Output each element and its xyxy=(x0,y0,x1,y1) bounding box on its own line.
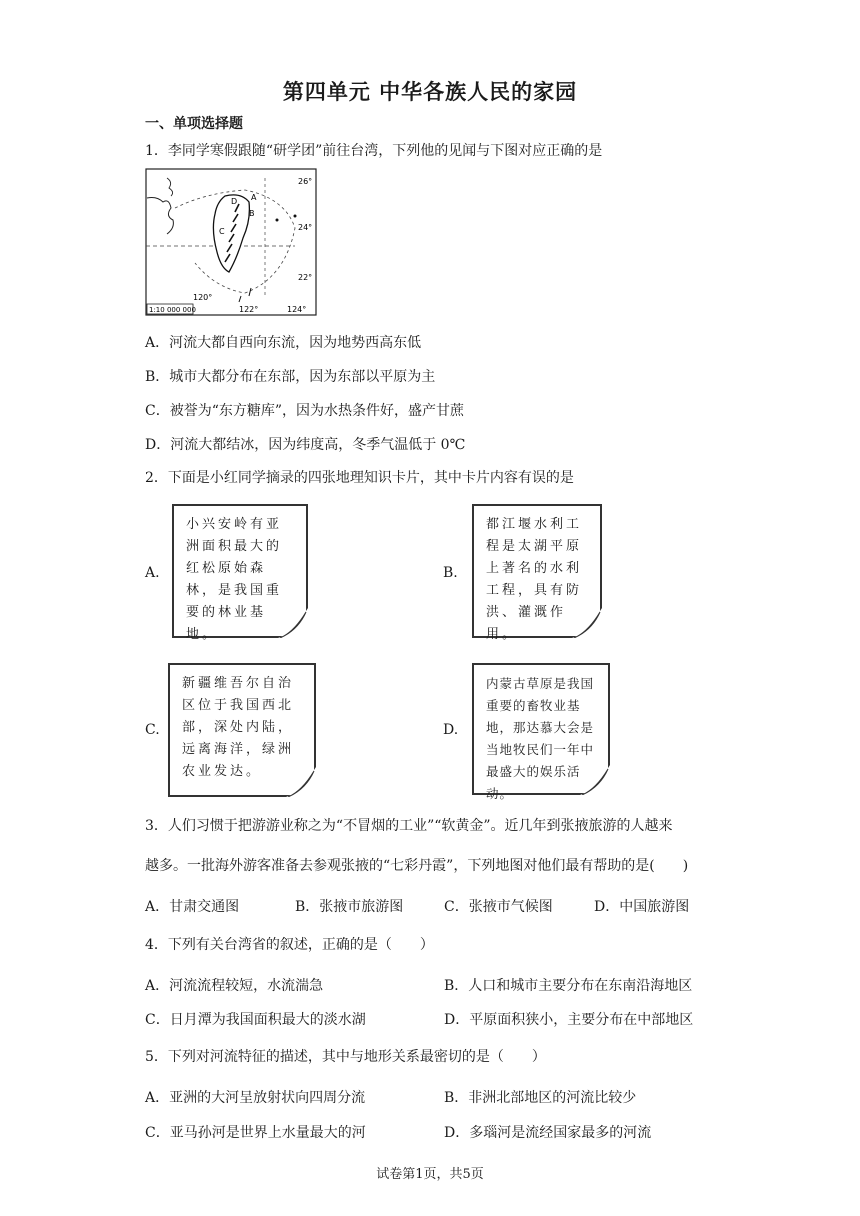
q5-option-b[interactable]: B．非洲北部地区的河流比较少 xyxy=(444,1090,637,1106)
q1-option-a[interactable]: A．河流大都自西向东流，因为地势西高东低 xyxy=(145,335,422,351)
taiwan-map xyxy=(145,168,317,316)
q2-option-d-label[interactable]: D. xyxy=(443,722,459,738)
knowledge-card-c[interactable] xyxy=(168,663,316,797)
lat-label: 26° xyxy=(298,177,313,186)
q3-option-a[interactable]: A．甘肃交通图 xyxy=(145,899,240,915)
q3-option-b[interactable]: B．张掖市旅游图 xyxy=(295,899,404,915)
page-footer: 试卷第1页，共5页 xyxy=(376,1167,484,1182)
point-label: A xyxy=(251,193,257,202)
point-label: C xyxy=(219,227,225,236)
question-2-stem: 2．下面是小红同学摘录的四张地理知识卡片，其中卡片内容有误的是 xyxy=(145,470,574,486)
card-b-text: 都江堰水利工程是太湖平原上著名的水利工程，具有防洪、灌溉作用。 xyxy=(486,517,583,642)
section-heading: 一、单项选择题 xyxy=(145,116,243,132)
page-title: 第四单元 中华各族人民的家园 xyxy=(282,80,578,104)
lat-label: 24° xyxy=(298,223,313,232)
page-curl-icon xyxy=(580,765,610,795)
lon-label: 124° xyxy=(287,305,307,314)
q5-option-c[interactable]: C．亚马孙河是世界上水量最大的河 xyxy=(145,1125,366,1141)
question-3-stem-line1: 3．人们习惯于把游游业称之为“不冒烟的工业”“软黄金”。近几年到张掖旅游的人越来 xyxy=(145,818,673,834)
lat-label: 22° xyxy=(298,273,313,282)
scale-label: 1:10 000 000 xyxy=(149,306,196,314)
q2-option-b-label[interactable]: B. xyxy=(443,565,458,581)
q4-option-c[interactable]: C．日月潭为我国面积最大的淡水湖 xyxy=(145,1012,366,1028)
question-3-stem-line2: 越多。一批海外游客准备去参观张掖的“七彩丹霞”，下列地图对他们最有帮助的是( ) xyxy=(145,858,689,874)
q4-option-a[interactable]: A．河流流程较短，水流湍急 xyxy=(145,978,324,994)
q4-option-b[interactable]: B．人口和城市主要分布在东南沿海地区 xyxy=(444,978,693,994)
q1-option-d[interactable]: D．河流大都结冰，因为纬度高，冬季气温低于 0℃ xyxy=(145,437,466,453)
card-c-text: 新疆维吾尔自治区位于我国西北部，深处内陆，远离海洋，绿洲农业发达。 xyxy=(182,676,295,779)
question-5-stem: 5．下列对河流特征的描述，其中与地形关系最密切的是（ ） xyxy=(145,1049,546,1065)
q2-option-a-label[interactable]: A. xyxy=(145,565,160,581)
q3-option-c[interactable]: C．张掖市气候图 xyxy=(444,899,553,915)
page-curl-icon xyxy=(286,767,316,797)
lon-label: 120° xyxy=(193,293,213,302)
q3-option-d[interactable]: D．中国旅游图 xyxy=(594,899,690,915)
point-label: D xyxy=(231,197,238,206)
knowledge-card-b[interactable] xyxy=(472,504,602,642)
q5-option-d[interactable]: D．多瑙河是流经国家最多的河流 xyxy=(444,1125,652,1141)
point-label: B xyxy=(249,209,255,218)
card-a-text: 小兴安岭有亚洲面积最大的红松原始森林，是我国重要的林业基地。 xyxy=(186,517,283,642)
page-curl-icon xyxy=(572,608,602,638)
q2-option-c-label[interactable]: C. xyxy=(145,722,160,738)
card-d-text: 内蒙古草原是我国重要的畜牧业基地，那达慕大会是当地牧民们一年中最盛大的娱乐活动。 xyxy=(486,676,595,801)
q5-option-a[interactable]: A．亚洲的大河呈放射状向四周分流 xyxy=(145,1090,366,1106)
q1-option-c[interactable]: C．被誉为“东方糖库”，因为水热条件好，盛产甘蔗 xyxy=(145,403,465,419)
q1-option-b[interactable]: B．城市大都分布在东部，因为东部以平原为主 xyxy=(145,369,436,385)
lon-label: 122° xyxy=(239,305,259,314)
knowledge-card-d[interactable] xyxy=(472,663,610,801)
question-1-stem: 1．李同学寒假跟随“研学团”前往台湾，下列他的见闻与下图对应正确的是 xyxy=(145,143,603,159)
q4-option-d[interactable]: D．平原面积狭小，主要分布在中部地区 xyxy=(444,1012,694,1028)
page-curl-icon xyxy=(278,608,308,638)
question-4-stem: 4．下列有关台湾省的叙述，正确的是（ ） xyxy=(145,937,434,953)
knowledge-card-a[interactable] xyxy=(172,504,308,642)
